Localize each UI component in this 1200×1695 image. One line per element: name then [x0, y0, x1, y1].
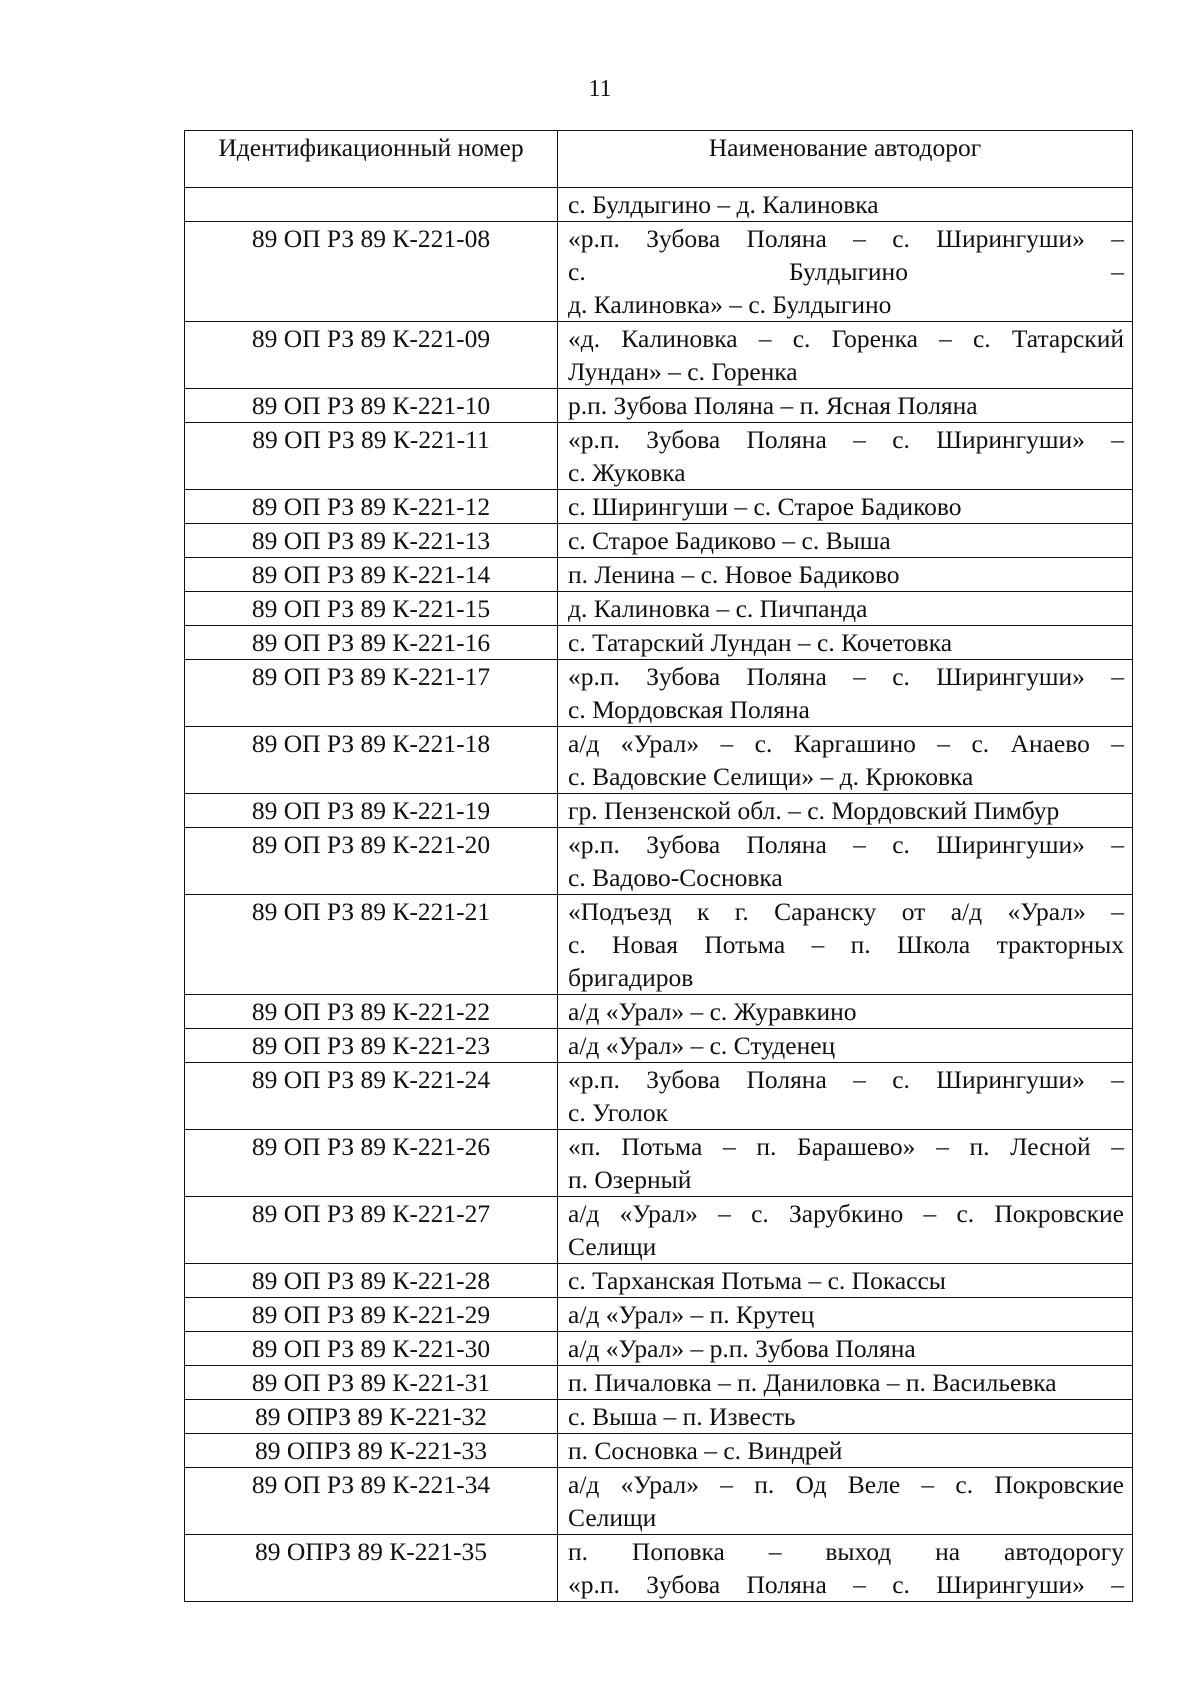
road-id: 89 ОП РЗ 89 К-221-24	[185, 1063, 558, 1130]
page-number: 11	[588, 76, 612, 102]
road-id: 89 ОП РЗ 89 К-221-21	[185, 895, 558, 995]
table-row	[185, 1400, 1133, 1434]
table-row	[185, 1434, 1133, 1468]
road-name-line: «р.п. Зубова Поляна – с. Ширингуши» –	[568, 1570, 1124, 1599]
road-name-line: п. Сосновка – с. Виндрей	[568, 1436, 843, 1465]
road-id: 89 ОП РЗ 89 К-221-31	[185, 1366, 558, 1400]
road-name-line: «Подъезд к г. Саранску от а/д «Урал» –	[568, 897, 1124, 926]
road-id: 89 ОП РЗ 89 К-221-08	[185, 222, 558, 322]
road-id: 89 ОПРЗ 89 К-221-35	[185, 1535, 558, 1602]
road-name	[558, 423, 1133, 490]
road-name-line: с. Старое Бадиково – с. Выша	[568, 526, 891, 555]
road-name	[558, 727, 1133, 794]
road-name	[558, 524, 1133, 558]
road-name	[558, 1063, 1133, 1130]
road-name	[558, 1535, 1133, 1602]
road-id: 89 ОП РЗ 89 К-221-12	[185, 490, 558, 524]
table-row	[185, 1197, 1133, 1264]
road-name-line: р.п. Зубова Поляна – п. Ясная Поляна	[568, 391, 978, 420]
roads-table	[184, 130, 1133, 1602]
road-name	[558, 322, 1133, 389]
road-name	[558, 490, 1133, 524]
road-name	[558, 389, 1133, 423]
road-name	[558, 188, 1133, 222]
road-id: 89 ОП РЗ 89 К-221-18	[185, 727, 558, 794]
road-name-line: п. Поповка – выход на автодорогу	[568, 1537, 1124, 1566]
road-id: 89 ОП РЗ 89 К-221-23	[185, 1029, 558, 1063]
table-row	[185, 389, 1133, 423]
road-name-line: а/д «Урал» – п. Крутец	[568, 1300, 815, 1329]
road-name-line: п. Озерный	[568, 1165, 692, 1194]
road-name-line: с. Вадовские Селищи» – д. Крюковка	[568, 762, 974, 791]
road-id: 89 ОПРЗ 89 К-221-32	[185, 1400, 558, 1434]
road-name-line: с. Тарханская Потьма – с. Покассы	[568, 1266, 946, 1295]
road-name	[558, 558, 1133, 592]
table-row	[185, 895, 1133, 995]
table-row	[185, 423, 1133, 490]
header-id: Идентификационный номер	[185, 131, 558, 188]
table-row	[185, 1298, 1133, 1332]
road-id: 89 ОП РЗ 89 К-221-14	[185, 558, 558, 592]
table-row	[185, 1264, 1133, 1298]
road-name-line: с. Булдыгино – д. Калиновка	[568, 190, 879, 219]
road-id: 89 ОП РЗ 89 К-221-28	[185, 1264, 558, 1298]
table-row	[185, 188, 1133, 222]
table-row	[185, 1366, 1133, 1400]
table-row	[185, 626, 1133, 660]
road-id: 89 ОП РЗ 89 К-221-11	[185, 423, 558, 490]
table-row	[185, 222, 1133, 322]
table-row	[185, 1468, 1133, 1535]
road-name-line: а/д «Урал» – с. Студенец	[568, 1031, 836, 1060]
road-id: 89 ОП РЗ 89 К-221-34	[185, 1468, 558, 1535]
table-row	[185, 660, 1133, 727]
table-row	[185, 524, 1133, 558]
road-name-line: с. Ширингуши – с. Старое Бадиково	[568, 492, 962, 521]
road-name-line: «д. Калиновка – с. Горенка – с. Татарский	[568, 324, 1124, 353]
road-name-line: с. Мордовская Поляна	[568, 695, 810, 724]
road-name-line: Селищи	[568, 1232, 657, 1261]
road-name-line: «р.п. Зубова Поляна – с. Ширингуши» –	[568, 224, 1124, 253]
road-name	[558, 895, 1133, 995]
road-name-line: с. Татарский Лундан – с. Кочетовка	[568, 628, 953, 657]
table-row	[185, 794, 1133, 828]
table-row	[185, 558, 1133, 592]
table-row	[185, 1332, 1133, 1366]
table-row	[185, 1029, 1133, 1063]
road-name-line: «р.п. Зубова Поляна – с. Ширингуши» –	[568, 425, 1124, 454]
road-name-line: д. Калиновка – с. Пичпанда	[568, 594, 868, 623]
road-name	[558, 995, 1133, 1029]
road-name	[558, 1130, 1133, 1197]
road-name	[558, 1332, 1133, 1366]
table-header-row	[185, 131, 1133, 188]
road-id: 89 ОП РЗ 89 К-221-26	[185, 1130, 558, 1197]
road-name-line: гр. Пензенской обл. – с. Мордовский Пимбур	[568, 796, 1060, 825]
road-id: 89 ОП РЗ 89 К-221-16	[185, 626, 558, 660]
road-name-line: с. Выша – п. Известь	[568, 1402, 796, 1431]
road-id: 89 ОП РЗ 89 К-221-19	[185, 794, 558, 828]
road-id: 89 ОП РЗ 89 К-221-10	[185, 389, 558, 423]
road-name-line: Селищи	[568, 1503, 657, 1532]
road-id: 89 ОП РЗ 89 К-221-27	[185, 1197, 558, 1264]
table-row	[185, 1063, 1133, 1130]
table-row	[185, 828, 1133, 895]
road-id: 89 ОПРЗ 89 К-221-33	[185, 1434, 558, 1468]
road-name	[558, 1197, 1133, 1264]
table-row	[185, 995, 1133, 1029]
road-name	[558, 1298, 1133, 1332]
road-id: 89 ОП РЗ 89 К-221-13	[185, 524, 558, 558]
road-name-line: а/д «Урал» – п. Од Веле – с. Покровские	[568, 1470, 1124, 1499]
road-id	[185, 188, 558, 222]
road-name-line: с. Уголок	[568, 1098, 668, 1127]
road-name-line: а/д «Урал» – с. Каргашино – с. Анаево –	[568, 729, 1124, 758]
road-name	[558, 1366, 1133, 1400]
road-name-line: бригадиров	[568, 963, 694, 992]
road-name-line: «р.п. Зубова Поляна – с. Ширингуши» –	[568, 1065, 1124, 1094]
table-row	[185, 1535, 1133, 1602]
road-name-line: а/д «Урал» – с. Зарубкино – с. Покровские	[568, 1199, 1124, 1228]
road-id: 89 ОП РЗ 89 К-221-22	[185, 995, 558, 1029]
road-name	[558, 794, 1133, 828]
road-name-line: а/д «Урал» – р.п. Зубова Поляна	[568, 1334, 916, 1363]
road-name	[558, 1468, 1133, 1535]
road-id: 89 ОП РЗ 89 К-221-09	[185, 322, 558, 389]
road-name-line: а/д «Урал» – с. Журавкино	[568, 997, 857, 1026]
road-id: 89 ОП РЗ 89 К-221-15	[185, 592, 558, 626]
road-name-line: «р.п. Зубова Поляна – с. Ширингуши» –	[568, 830, 1124, 859]
header-name: Наименование автодорог	[558, 131, 1133, 188]
road-name-line: «п. Потьма – п. Барашево» – п. Лесной –	[568, 1132, 1124, 1161]
road-id: 89 ОП РЗ 89 К-221-30	[185, 1332, 558, 1366]
road-name	[558, 626, 1133, 660]
table-row	[185, 322, 1133, 389]
road-id: 89 ОП РЗ 89 К-221-17	[185, 660, 558, 727]
road-name	[558, 1264, 1133, 1298]
road-id: 89 ОП РЗ 89 К-221-20	[185, 828, 558, 895]
table-row	[185, 727, 1133, 794]
table-row	[185, 490, 1133, 524]
road-name-line: с. Булдыгино –	[568, 257, 1124, 286]
road-name	[558, 1400, 1133, 1434]
table-row	[185, 592, 1133, 626]
road-name-line: с. Вадово-Сосновка	[568, 863, 783, 892]
road-name	[558, 660, 1133, 727]
road-name-line: «р.п. Зубова Поляна – с. Ширингуши» –	[568, 662, 1124, 691]
road-id: 89 ОП РЗ 89 К-221-29	[185, 1298, 558, 1332]
table-row	[185, 1130, 1133, 1197]
road-name-line: п. Пичаловка – п. Даниловка – п. Васильевка	[568, 1368, 1057, 1397]
road-name	[558, 592, 1133, 626]
road-name-line: д. Калиновка» – с. Булдыгино	[568, 290, 892, 319]
road-name	[558, 828, 1133, 895]
road-name-line: с. Жуковка	[568, 458, 686, 487]
road-name-line: с. Новая Потьма – п. Школа тракторных	[568, 930, 1124, 959]
road-name	[558, 1434, 1133, 1468]
road-name-line: п. Ленина – с. Новое Бадиково	[568, 560, 900, 589]
road-name	[558, 222, 1133, 322]
road-name	[558, 1029, 1133, 1063]
road-name-line: Лундан» – с. Горенка	[568, 357, 798, 386]
